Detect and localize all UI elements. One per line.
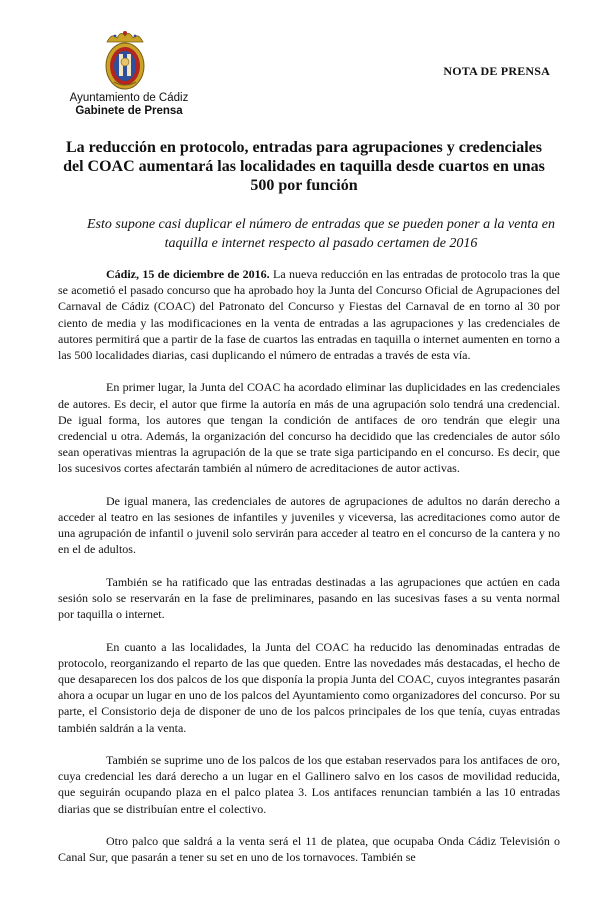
body-paragraph: En cuanto a las localidades, la Junta del COAC ha reducido las denominadas entradas de protocolo, reorganizando el reparto de las que queden. Entre las novedades más destacadas, el hecho de que desaparecen los dos palcos de los que disponía la propia Junta del COAC, cuyos integrantes pasarán ahora a ocupar un lugar en uno de los palcos del Ayuntamiento como organizadores del concurso. Por su parte, el Consistorio deja de disponer de uno de los palcos principales de los que tenía, cuyas entradas también saldrán a la venta. — [58, 639, 560, 735]
department-name: Gabinete de Prensa — [75, 105, 183, 117]
paragraph-text: La nueva reducción en las entradas de protocolo tras la que se acometió el pasado concurso que ha aprobado hoy la Junta del Concurso Oficial de Agrupaciones del Carnaval de Cádiz (COAC) del Patronato del Concurso y Fiestas del Carnaval de en torno al 30 por ciento de media y las modificaciones en la venta de entradas a las agrupaciones y las credenciales de autores permitirá que a partir de la fase de cuartos las entradas en taquilla o internet aumenten en torno a las 500 localidades diarias, casi duplicando el número de entradas a través de esta vía. — [58, 267, 560, 363]
organization-name: Ayuntamiento de Cádiz — [69, 92, 189, 104]
body-paragraph: De igual manera, las credenciales de autores de agrupaciones de adultos no darán derecho a acceder al teatro en las sesiones de infantiles y juveniles y viceversa, las acreditaciones como autor de una agrupación de infantil o juvenil solo servirán para acceder al teatro en el concurso de la cantera y no en el de adultos. — [58, 493, 560, 557]
subheadline: Esto supone casi duplicar el número de entradas que se pueden poner a la venta en taquilla e internet respecto al pasado certamen de 2016 — [86, 217, 555, 251]
article-body — [58, 266, 560, 865]
dateline: Cádiz, 15 de diciembre de 2016. — [106, 267, 270, 281]
body-paragraph: También se ha ratificado que las entradas destinadas a las agrupaciones que actúen en cada sesión solo se reservarán en la fase de preliminares, pasando en las sucesivas fases a su venta normal por taquilla o internet. — [58, 574, 560, 622]
city-crest-icon — [100, 28, 150, 92]
body-paragraph: En primer lugar, la Junta del COAC ha acordado eliminar las duplicidades en las credenciales de autores. Es decir, el autor que firme la autoría en más de una agrupación solo tendrá una credencial. De igual forma, los autores que tengan la condición de antifaces de oro tendrán que elegir una credencial u otra. Además, la organización del concurso ha decidido que las credenciales de autor sólo sean operativas mientras la agrupación de la que se trate siga participando en el concurso. Es decir, que los sucesivos cortes afectarán también al número de acreditaciones de autor activas. — [58, 380, 560, 476]
body-paragraph: Otro palco que saldrá a la venta será el 11 de platea, que ocupaba Onda Cádiz Televisión o Canal Sur, que pasarán a tener su set en uno de los tornavoces. También se — [58, 834, 560, 865]
body-paragraph: También se suprime uno de los palcos de los que estaban reservados para los antifaces de oro, cuya credencial les dará derecho a un lugar en el Gallinero salvo en los casos de movilidad reducida, que seguirán ocupando plaza en el palco platea 3. Los antifaces renuncian también a las 10 entradas diarias que se distribuían entre el colectivo. — [58, 753, 560, 816]
headline: La reducción en protocolo, entradas para agrupaciones y credenciales del COAC aumentará las localidades en taquilla desde cuartos en unas 500 por función — [63, 139, 545, 194]
body-paragraph — [58, 266, 560, 363]
press-release-label: NOTA DE PRENSA — [443, 64, 550, 78]
organization-block — [64, 92, 194, 118]
